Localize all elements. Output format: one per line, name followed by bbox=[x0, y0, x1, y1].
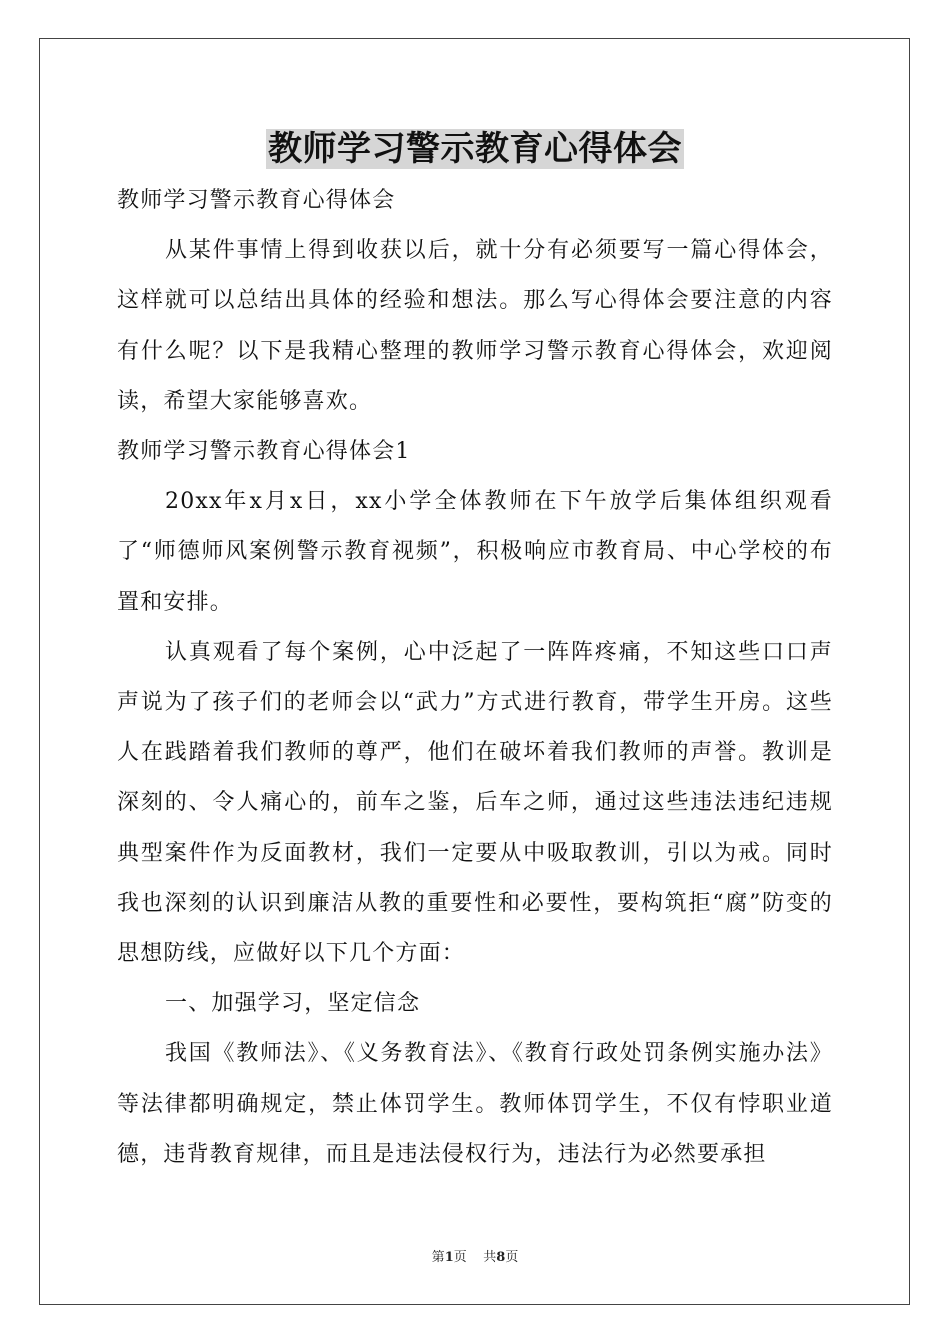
footer-page-total: 8 bbox=[496, 1250, 506, 1265]
section-heading-1: 教师学习警示教育心得体会1 bbox=[117, 439, 411, 465]
paragraph-event: 20xx年x月x日，xx小学全体教师在下午放学后集体组织观看了“师德师风案例警示教育视频”，积极响应市教育局、中心学校的布置和安排。 bbox=[117, 489, 833, 615]
paragraph-reflection: 认真观看了每个案例，心中泛起了一阵阵疼痛，不知这些口口声声说为了孩子们的老师会以“武力”方式进行教育，带学生开房。这些人在践踏着我们教师的尊严，他们在破坏着我们教师的声誉。教训是深刻的、令人痛心的，前车之鉴，后车之师，通过这些违法违纪违规典型案件作为反面教材，我们一定要从中吸取教训，引以为戒。同时我也深刻的认识到廉洁从教的重要性和必要性，要构筑拒“腐”防变的思想防线，应做好以下几个方面： bbox=[117, 639, 833, 967]
paragraph-subtitle: 教师学习警示教育心得体会 bbox=[117, 188, 396, 213]
document-title bbox=[0, 124, 950, 174]
footer-page-current: 1 bbox=[444, 1250, 454, 1265]
paragraph-law: 我国《教师法》、《义务教育法》、《教育行政处罚条例实施办法》等法律都明确规定，禁止体罚学生。教师体罚学生，不仅有悖职业道德，违背教育规律，而且是违法侵权行为，违法行为必然要承担 bbox=[117, 1041, 833, 1167]
document-title-text: 教师学习警示教育心得体会 bbox=[268, 129, 682, 169]
page-footer bbox=[0, 1246, 950, 1265]
footer-page-mid: 页 共 bbox=[453, 1250, 497, 1265]
subheading-study: 一、加强学习，坚定信念 bbox=[165, 991, 421, 1017]
document-body bbox=[117, 176, 833, 1180]
footer-page-suffix: 页 bbox=[505, 1250, 519, 1265]
paragraph-intro: 从某件事情上得到收获以后，就十分有必须要写一篇心得体会，这样就可以总结出具体的经验和想法。那么写心得体会要注意的内容有什么呢？以下是我精心整理的教师学习警示教育心得体会，欢迎阅读，希望大家能够喜欢。 bbox=[117, 238, 833, 414]
footer-page-prefix: 第 bbox=[431, 1250, 445, 1265]
